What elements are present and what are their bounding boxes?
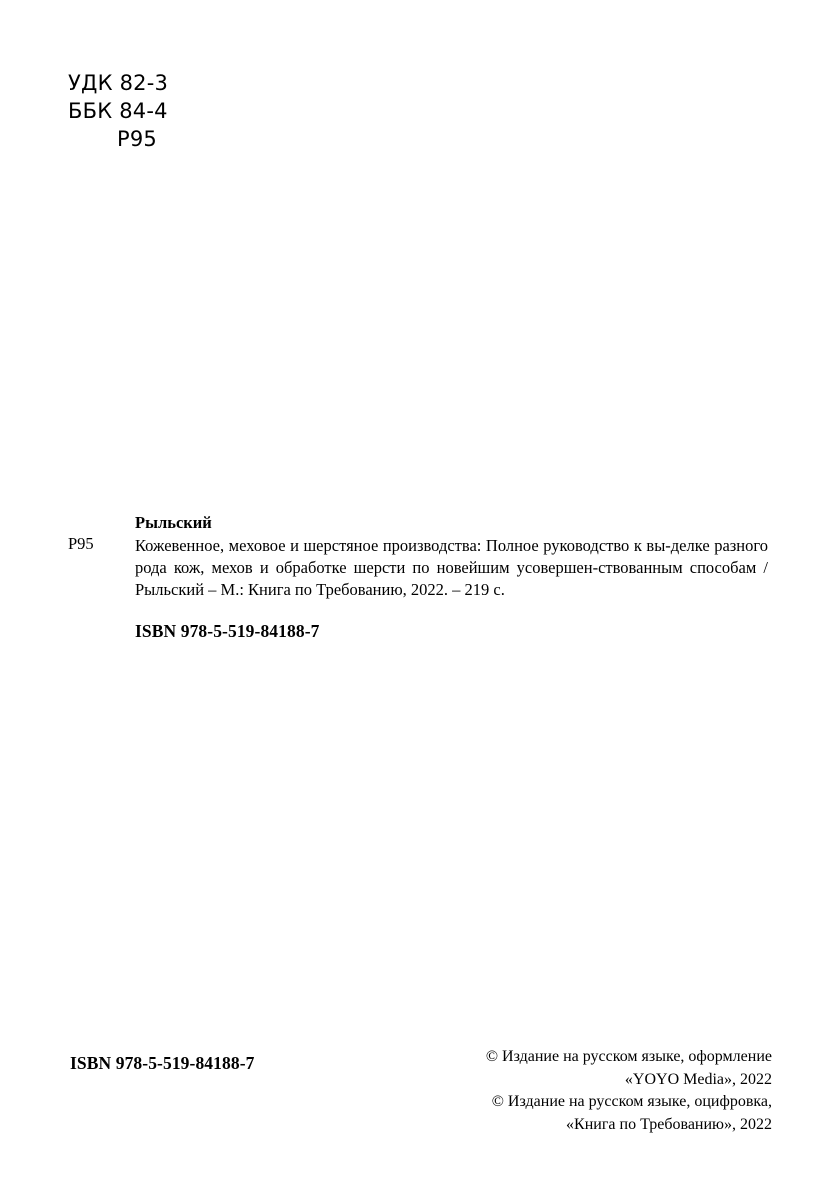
record-isbn: ISBN 978-5-519-84188-7: [135, 620, 320, 641]
copyright-notice: [352, 1046, 772, 1137]
copyright-line: «YOYO Media», 2022: [624, 1070, 772, 1088]
bibliographic-record: [68, 512, 768, 642]
copyright-line: © Издание на русском языке, оформление: [485, 1048, 772, 1065]
bbk-code: ББК 84-4: [68, 98, 168, 123]
footer-isbn: ISBN 978-5-519-84188-7: [70, 1053, 255, 1073]
classification-codes: [68, 70, 228, 154]
copyright-line: «Книга по Требованию», 2022: [566, 1116, 772, 1134]
page-footer: [0, 1046, 840, 1156]
record-author: Рыльский: [135, 513, 212, 532]
copyright-line: © Издание на русском языке, оцифровка,: [491, 1093, 772, 1111]
author-sign-code: Р95: [117, 126, 157, 151]
record-sigla: Р95: [68, 534, 94, 553]
record-description: Кожевенное, меховое и шерстяное производства: Полное руководство к вы-делке разного рода кож, мехов и обработке шерсти по новейшим усовершен-ствованным способам / Рыльский – М.: Книга по Требованию, 2022. – 219 с.: [135, 536, 768, 599]
udk-code: УДК 82-3: [68, 71, 169, 95]
